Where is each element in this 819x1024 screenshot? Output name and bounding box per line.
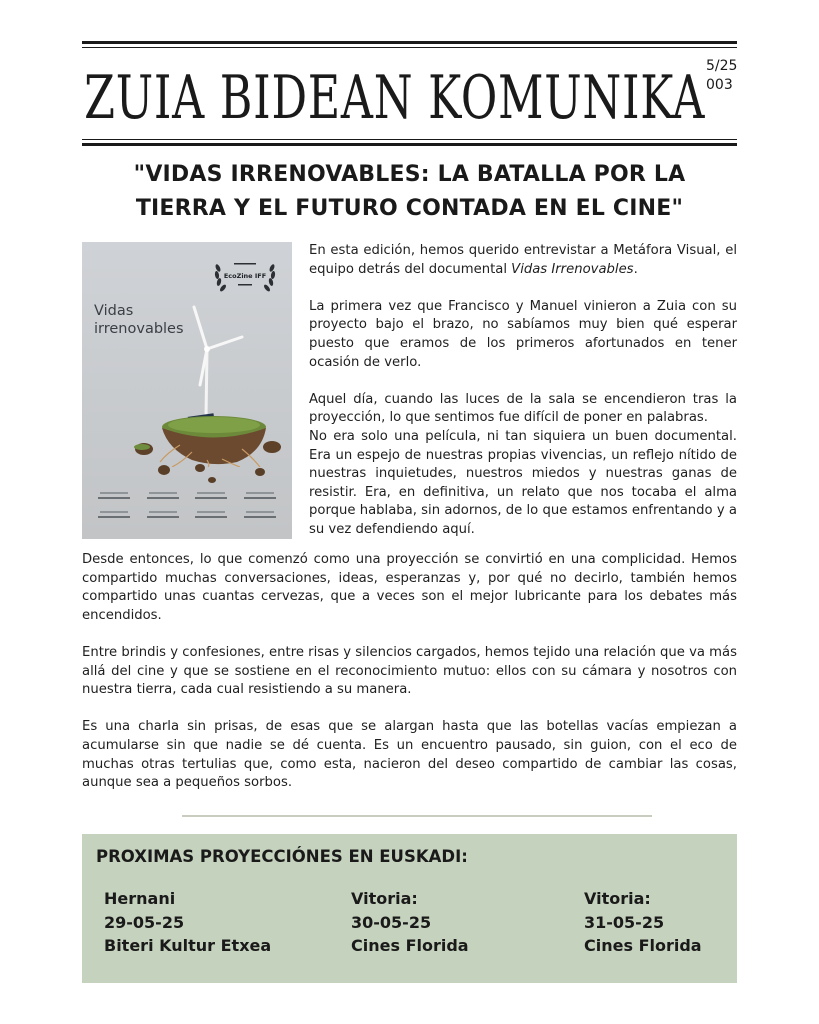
article-paragraph-7: Es una charla sin prisas, de esas que se alargan hasta que las botellas vacías empiezan a acumularse sin que nadie se dé cuenta. Es un encuentro pausado, sin guion, con el eco de muchas otras tertulias que, como esta, nacieron del deseo compartido de cambiar las cosas, aunque sea a pequeños sorbos. [82, 719, 737, 791]
masthead-bottom-rule-thin [82, 139, 737, 140]
floating-island-wind-turbine-illustration [122, 297, 292, 467]
credit-block [240, 491, 280, 502]
screening-item [104, 887, 271, 958]
screening-city: Hernani [104, 889, 176, 908]
credit-block [191, 491, 231, 502]
festival-name: EcoZine IFF [223, 272, 267, 280]
poster-title-line-1: Vidas [94, 303, 134, 319]
screening-date: 29-05-25 [104, 912, 185, 932]
article-paragraph-2: La primera vez que Francisco y Manuel vinieron a Zuia con su proyecto bajo el brazo, no sabíamos muy bien qué esperar puesto que eramos de los primeros afortunados en tener ocasión de verlo. [309, 298, 737, 370]
issue-info [706, 57, 737, 95]
poster-title-line-2: irrenovables [94, 321, 184, 337]
screening-item [351, 887, 469, 958]
screening-venue: Biteri Kultur Etxea [104, 936, 272, 955]
headline-line-2: TIERRA Y EL FUTURO CONTADA EN EL CINE" [135, 196, 684, 221]
article-column [309, 242, 737, 540]
masthead-title: ZUIA BIDEAN KOMUNIKA [83, 63, 706, 133]
credit-block [94, 491, 134, 502]
credits-row [94, 491, 280, 502]
screening-date: 30-05-25 [351, 912, 432, 932]
issue-date: 5/25 [706, 58, 738, 74]
headline-line-1: "VIDAS IRRENOVABLES: LA BATALLA POR LA [133, 162, 686, 187]
screening-date: 31-05-25 [584, 912, 665, 932]
screening-city: Vitoria: [584, 889, 651, 908]
masthead-top-rule-thin [82, 47, 737, 48]
credit-block [191, 510, 231, 521]
masthead-bottom-rule-thick [82, 143, 737, 146]
headline [82, 158, 737, 226]
article-paragraph-4: No era solo una película, ni tan siquiera un buen documental. Era un espejo de nuestras propias vivencias, un reflejo nítido de nuestras inquietudes, nuestros miedos y nuestras ganas de resistir. Era, en definitiva, un relato que nos tocaba el alma porque hablaba, sin adornos, de lo que estamos enfrentando y a su vez defendiendo aquí. [309, 428, 737, 537]
article-full-width [82, 551, 737, 793]
section-divider [182, 815, 652, 817]
article-paragraph-5: Desde entonces, lo que comenzó como una proyección se convirtió en una complicidad. Hemos compartido muchas conversaciones, ideas, esperanzas y, por qué no decirlo, también hemos compartido unas cuantas cervezas, que a veces son el mejor lubricante para los debates más encendidos. [82, 552, 737, 623]
festival-laurel-icon [212, 254, 278, 294]
documentary-poster [82, 242, 292, 539]
screening-venue: Cines Florida [584, 936, 702, 955]
credit-block [143, 491, 183, 502]
credit-block [143, 510, 183, 521]
credits-row [94, 510, 280, 521]
documentary-title: Vidas Irrenovables [511, 261, 634, 277]
screening-item [584, 887, 702, 958]
credit-block [94, 510, 134, 521]
credit-block [240, 510, 280, 521]
issue-number: 003 [706, 77, 733, 93]
screening-city: Vitoria: [351, 889, 418, 908]
masthead [82, 53, 707, 143]
poster-credits [94, 491, 280, 529]
screening-venue: Cines Florida [351, 936, 469, 955]
screenings-panel [82, 834, 737, 983]
masthead-top-rule-thick [82, 41, 737, 44]
screenings-title: PROXIMAS PROYECCIÓNES EN EUSKADI: [96, 847, 468, 866]
article-paragraph-6: Entre brindis y confesiones, entre risas y silencios cargados, hemos tejido una relación que va más allá del cine y que se sostiene en el reconocimiento mutuo: ellos con su cámara y nosotros con nuestra tierra, cada cual resistiendo a su manera. [82, 644, 737, 698]
article-paragraph-1: En esta edición, hemos querido entrevistar a Metáfora Visual, el equipo detrás del documental Vidas Irrenovables. [309, 243, 737, 277]
article-paragraph-3: Aquel día, cuando las luces de la sala se encendieron tras la proyección, lo que sentimos fue difícil de poner en palabras. [309, 391, 737, 426]
